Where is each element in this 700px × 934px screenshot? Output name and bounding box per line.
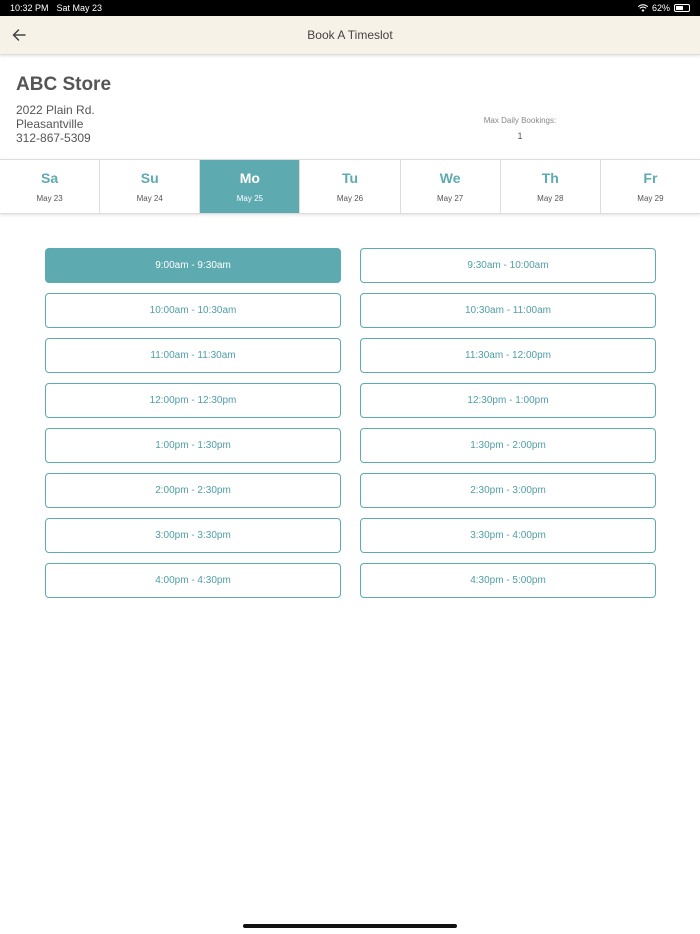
back-button[interactable]: [8, 24, 30, 46]
store-info: [16, 74, 696, 145]
timeslot-button[interactable]: 2:30pm - 3:00pm: [360, 473, 656, 508]
timeslot-button[interactable]: 3:30pm - 4:00pm: [360, 518, 656, 553]
max-bookings-label: Max Daily Bookings:: [483, 116, 557, 125]
day-abbr: Mo: [239, 170, 260, 186]
day-date: May 29: [637, 194, 664, 203]
day-tab-mo[interactable]: [200, 160, 300, 213]
day-tab-we[interactable]: [401, 160, 501, 213]
timeslot-grid: [45, 248, 656, 598]
battery-icon: [674, 4, 690, 12]
status-date: Sat May 23: [56, 3, 103, 13]
day-abbr: We: [439, 170, 461, 186]
timeslot-button[interactable]: 10:30am - 11:00am: [360, 293, 656, 328]
timeslot-button[interactable]: 3:00pm - 3:30pm: [45, 518, 341, 553]
day-tab-sa[interactable]: [0, 160, 100, 213]
day-abbr: Sa: [41, 170, 59, 186]
timeslot-button[interactable]: 4:30pm - 5:00pm: [360, 563, 656, 598]
day-abbr: Tu: [341, 170, 359, 186]
timeslot-button[interactable]: 9:00am - 9:30am: [45, 248, 341, 283]
max-daily-bookings: [460, 116, 580, 141]
page-title: Book A Timeslot: [307, 28, 393, 42]
max-bookings-value: 1: [517, 131, 523, 141]
store-address-line1: 2022 Plain Rd.: [16, 103, 95, 117]
day-abbr: Fr: [643, 170, 658, 186]
timeslot-button[interactable]: 2:00pm - 2:30pm: [45, 473, 341, 508]
store-name: ABC Store: [16, 74, 112, 95]
timeslot-button[interactable]: 11:30am - 12:00pm: [360, 338, 656, 373]
store-phone: 312-867-5309: [16, 131, 91, 145]
timeslot-button[interactable]: 12:30pm - 1:00pm: [360, 383, 656, 418]
timeslot-button[interactable]: 1:00pm - 1:30pm: [45, 428, 341, 463]
arrow-left-icon: [12, 29, 26, 41]
battery-percent: 62%: [651, 3, 670, 13]
day-tab-fr[interactable]: [601, 160, 700, 213]
timeslot-button[interactable]: 11:00am - 11:30am: [45, 338, 341, 373]
store-address-line2: Pleasantville: [16, 117, 84, 131]
day-abbr: Th: [541, 170, 559, 186]
day-tab-th[interactable]: [501, 160, 601, 213]
day-selector: [0, 159, 700, 214]
day-date: May 24: [136, 194, 163, 203]
timeslot-button[interactable]: 10:00am - 10:30am: [45, 293, 341, 328]
status-time: 10:32 PM: [10, 3, 49, 13]
day-tab-su[interactable]: [100, 160, 200, 213]
status-bar: [0, 0, 700, 16]
app-header: [0, 16, 700, 55]
wifi-icon: [638, 4, 648, 12]
day-date: May 28: [537, 194, 564, 203]
day-date: May 23: [36, 194, 63, 203]
day-date: May 27: [437, 194, 464, 203]
day-abbr: Su: [140, 170, 159, 186]
timeslot-button[interactable]: 4:00pm - 4:30pm: [45, 563, 341, 598]
day-date: May 25: [236, 194, 263, 203]
home-indicator: [243, 924, 457, 928]
timeslot-button[interactable]: 12:00pm - 12:30pm: [45, 383, 341, 418]
timeslot-button[interactable]: 1:30pm - 2:00pm: [360, 428, 656, 463]
day-tab-tu[interactable]: [300, 160, 400, 213]
day-date: May 26: [336, 194, 364, 203]
timeslot-button[interactable]: 9:30am - 10:00am: [360, 248, 656, 283]
